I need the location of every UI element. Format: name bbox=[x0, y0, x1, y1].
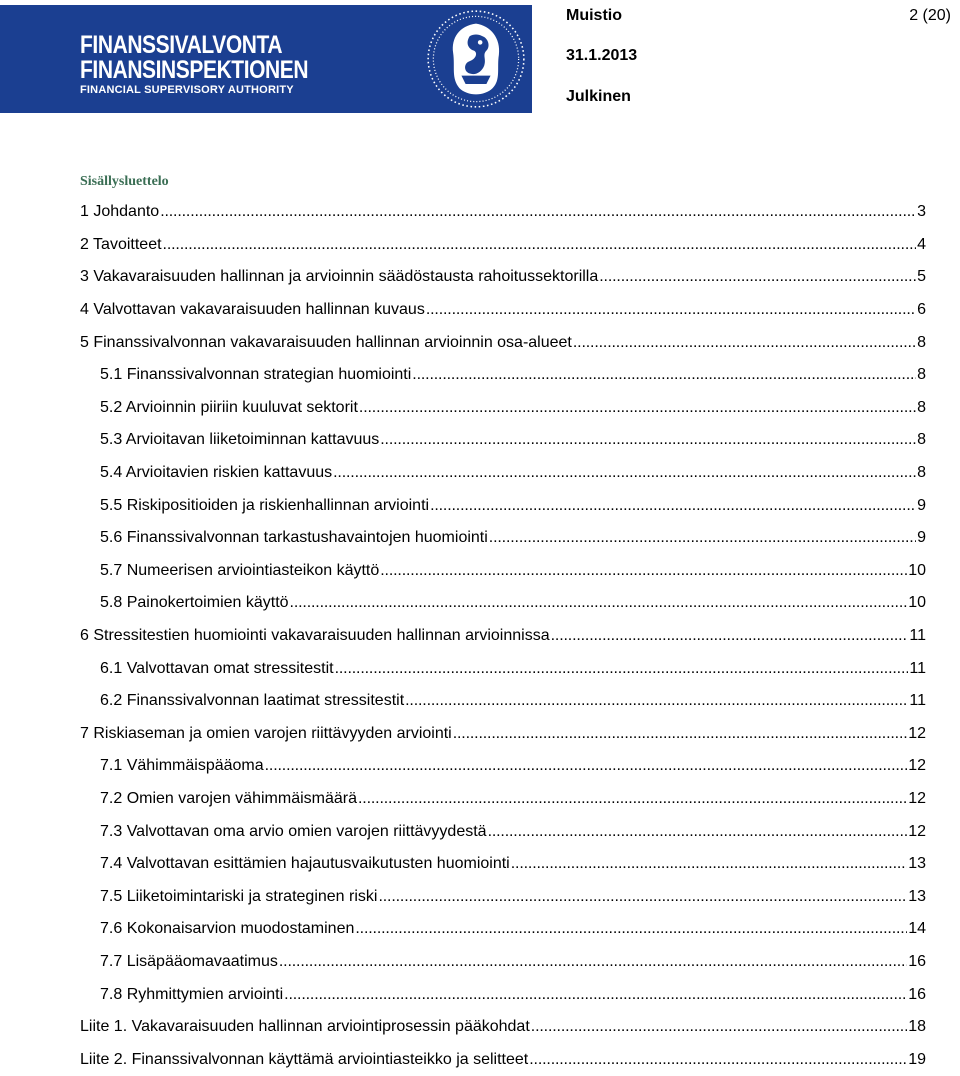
toc-entry-title: Liite 2. Finanssivalvonnan käyttämä arviointiasteikko ja selitteet bbox=[80, 1050, 529, 1068]
toc-entry[interactable] bbox=[80, 848, 926, 881]
toc-entry-title: 6.2 Finanssivalvonnan laatimat stressitestit bbox=[100, 692, 405, 710]
toc-dot-leader bbox=[529, 1051, 907, 1069]
toc-dot-leader bbox=[430, 497, 916, 515]
toc-dot-leader bbox=[453, 725, 907, 743]
toc-entry[interactable] bbox=[80, 489, 926, 522]
toc-entry-page: 8 bbox=[917, 398, 926, 416]
toc-entry[interactable] bbox=[80, 261, 926, 294]
toc-entry-page: 14 bbox=[908, 920, 926, 938]
toc-dot-leader bbox=[358, 790, 907, 808]
document-classification: Julkinen bbox=[566, 88, 631, 105]
toc-heading: Sisällysluettelo bbox=[80, 174, 169, 189]
page-number: 2 (20) bbox=[909, 7, 951, 24]
toc-entry-title: 7.7 Lisäpääomavaatimus bbox=[100, 952, 278, 970]
toc-entry-title: 5 Finanssivalvonnan vakavaraisuuden hallinnan arvioinnin osa-alueet bbox=[80, 333, 572, 351]
toc-entry-page: 16 bbox=[908, 952, 926, 970]
toc-entry-title: 5.5 Riskipositioiden ja riskienhallinnan arviointi bbox=[100, 496, 430, 514]
toc-dot-leader bbox=[511, 855, 907, 873]
toc-dot-leader bbox=[412, 366, 916, 384]
toc-entry-page: 18 bbox=[908, 1018, 926, 1036]
authority-logo bbox=[0, 5, 532, 113]
toc-dot-leader bbox=[160, 203, 916, 221]
toc-entry-title: 6 Stressitestien huomiointi vakavaraisuuden hallinnan arvioinnissa bbox=[80, 627, 550, 645]
toc-entry-page: 5 bbox=[917, 268, 926, 286]
toc-dot-leader bbox=[355, 920, 907, 938]
toc-entry-title: 5.3 Arvioitavan liiketoiminnan kattavuus bbox=[100, 431, 380, 449]
toc-dot-leader bbox=[531, 1018, 907, 1036]
toc-entry[interactable] bbox=[80, 718, 926, 751]
toc-entry-page: 11 bbox=[909, 627, 926, 645]
toc-entry[interactable] bbox=[80, 783, 926, 816]
lion-crest-icon bbox=[424, 7, 528, 111]
toc-entry[interactable] bbox=[80, 1043, 926, 1076]
toc-dot-leader bbox=[380, 431, 916, 449]
toc-dot-leader bbox=[380, 562, 907, 580]
toc-entry-page: 13 bbox=[908, 887, 926, 905]
toc-entry[interactable] bbox=[80, 1011, 926, 1044]
toc-dot-leader bbox=[488, 823, 908, 841]
toc-dot-leader bbox=[333, 464, 916, 482]
logo-name-en: FINANCIAL SUPERVISORY AUTHORITY bbox=[80, 84, 294, 96]
toc-entry-page: 8 bbox=[917, 431, 926, 449]
logo-name-fi: FINANSSIVALVONTA bbox=[80, 31, 283, 59]
toc-entry-title: 5.7 Numeerisen arviointiasteikon käyttö bbox=[100, 561, 380, 579]
toc-entry-title: 7.5 Liiketoimintariski ja strateginen riski bbox=[100, 887, 378, 905]
toc-entry[interactable] bbox=[80, 587, 926, 620]
toc-dot-leader bbox=[489, 529, 916, 547]
toc-entry[interactable] bbox=[80, 652, 926, 685]
toc-entry-page: 12 bbox=[908, 724, 926, 742]
toc-entry-title: 1 Johdanto bbox=[80, 203, 160, 221]
toc-entry-page: 16 bbox=[908, 985, 926, 1003]
toc-entry[interactable] bbox=[80, 457, 926, 490]
table-of-contents bbox=[80, 196, 926, 1076]
toc-entry[interactable] bbox=[80, 978, 926, 1011]
toc-entry-title: 7.2 Omien varojen vähimmäismäärä bbox=[100, 789, 357, 807]
toc-entry-title: 5.1 Finanssivalvonnan strategian huomiointi bbox=[100, 366, 412, 384]
toc-entry-page: 10 bbox=[908, 594, 926, 612]
toc-entry-page: 6 bbox=[917, 301, 926, 319]
toc-dot-leader bbox=[405, 692, 908, 710]
toc-entry-title: 5.2 Arvioinnin piiriin kuuluvat sektorit bbox=[100, 398, 358, 416]
toc-entry[interactable] bbox=[80, 326, 926, 359]
toc-dot-leader bbox=[284, 986, 907, 1004]
toc-entry-title: Liite 1. Vakavaraisuuden hallinnan arviointiprosessin pääkohdat bbox=[80, 1018, 530, 1036]
toc-entry-page: 3 bbox=[917, 203, 926, 221]
toc-entry-page: 8 bbox=[917, 333, 926, 351]
toc-entry-page: 10 bbox=[908, 561, 926, 579]
toc-entry-page: 12 bbox=[908, 822, 926, 840]
toc-entry[interactable] bbox=[80, 620, 926, 653]
toc-entry-title: 5.8 Painokertoimien käyttö bbox=[100, 594, 289, 612]
toc-entry-page: 12 bbox=[908, 757, 926, 775]
toc-entry[interactable] bbox=[80, 359, 926, 392]
toc-entry-title: 7.8 Ryhmittymien arviointi bbox=[100, 985, 284, 1003]
toc-dot-leader bbox=[163, 236, 917, 254]
toc-entry-title: 6.1 Valvottavan omat stressitestit bbox=[100, 659, 334, 677]
toc-entry-page: 13 bbox=[908, 855, 926, 873]
toc-dot-leader bbox=[335, 660, 909, 678]
toc-entry[interactable] bbox=[80, 946, 926, 979]
toc-entry-page: 9 bbox=[917, 496, 926, 514]
toc-entry-page: 9 bbox=[917, 529, 926, 547]
toc-dot-leader bbox=[551, 627, 909, 645]
toc-entry[interactable] bbox=[80, 880, 926, 913]
toc-entry-title: 4 Valvottavan vakavaraisuuden hallinnan kuvaus bbox=[80, 301, 425, 319]
toc-entry-title: 7.1 Vähimmäispääoma bbox=[100, 757, 264, 775]
toc-entry-page: 8 bbox=[917, 464, 926, 482]
toc-entry-title: 5.4 Arvioitavien riskien kattavuus bbox=[100, 464, 333, 482]
toc-entry[interactable] bbox=[80, 196, 926, 229]
toc-entry-title: 7.6 Kokonaisarvion muodostaminen bbox=[100, 920, 355, 938]
toc-entry[interactable] bbox=[80, 555, 926, 588]
toc-entry-page: 4 bbox=[917, 235, 926, 253]
toc-dot-leader bbox=[359, 399, 916, 417]
toc-entry-title: 7.3 Valvottavan oma arvio omien varojen riittävyydestä bbox=[100, 822, 487, 840]
toc-entry[interactable] bbox=[80, 424, 926, 457]
toc-dot-leader bbox=[265, 757, 908, 775]
toc-entry[interactable] bbox=[80, 815, 926, 848]
toc-entry-title: 7.4 Valvottavan esittämien hajautusvaikutusten huomiointi bbox=[100, 855, 510, 873]
toc-entry[interactable] bbox=[80, 913, 926, 946]
toc-entry-page: 11 bbox=[909, 659, 926, 677]
toc-entry-page: 19 bbox=[908, 1050, 926, 1068]
toc-entry[interactable] bbox=[80, 750, 926, 783]
toc-entry-page: 11 bbox=[909, 692, 926, 710]
toc-dot-leader bbox=[279, 953, 907, 971]
toc-dot-leader bbox=[426, 301, 916, 319]
toc-dot-leader bbox=[378, 888, 907, 906]
toc-entry-title: 2 Tavoitteet bbox=[80, 235, 162, 253]
toc-dot-leader bbox=[599, 268, 916, 286]
toc-entry[interactable] bbox=[80, 392, 926, 425]
toc-entry-title: 7 Riskiaseman ja omien varojen riittävyyden arviointi bbox=[80, 724, 452, 742]
toc-entry-page: 12 bbox=[908, 789, 926, 807]
toc-entry-page: 8 bbox=[917, 366, 926, 384]
toc-entry[interactable] bbox=[80, 294, 926, 327]
document-date: 31.1.2013 bbox=[566, 47, 638, 64]
toc-entry[interactable] bbox=[80, 685, 926, 718]
document-type: Muistio bbox=[566, 7, 622, 24]
toc-entry-title: 5.6 Finanssivalvonnan tarkastushavaintojen huomiointi bbox=[100, 529, 488, 547]
toc-dot-leader bbox=[290, 594, 908, 612]
toc-entry[interactable] bbox=[80, 229, 926, 262]
toc-entry-title: 3 Vakavaraisuuden hallinnan ja arvioinnin säädöstausta rahoitussektorilla bbox=[80, 268, 599, 286]
toc-entry[interactable] bbox=[80, 522, 926, 555]
toc-dot-leader bbox=[573, 334, 916, 352]
logo-name-sv: FINANSINSPEKTIONEN bbox=[80, 56, 309, 84]
